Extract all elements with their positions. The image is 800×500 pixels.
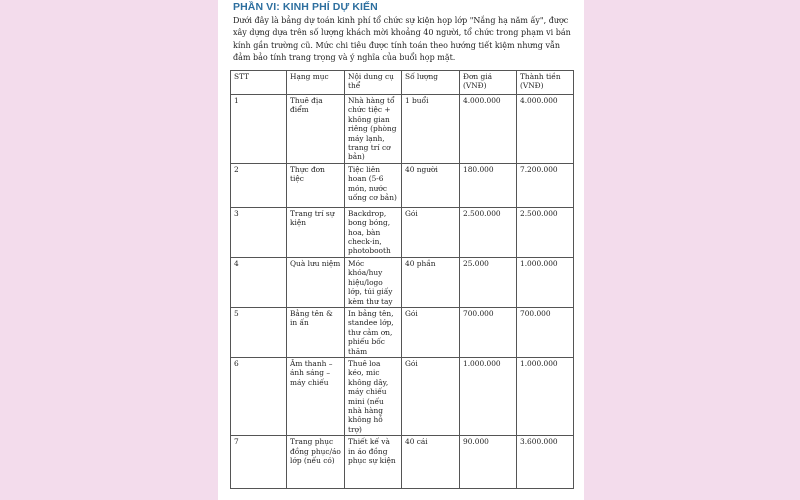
cell-details: Thuê loa kéo, mic không dây, máy chiếu mini (nếu nhà hàng không hỗ trợ) [345,357,402,435]
cell-details: Thiết kế và in áo đồng phục sự kiện [345,436,402,489]
cell-quantity: Gói [402,307,460,357]
cell-category: Quà lưu niệm [287,257,345,307]
table-row [231,163,574,207]
cell-unit-price: 180.000 [460,163,517,207]
cell-details: Backdrop, bong bóng, hoa, bàn check-in, photobooth [345,207,402,257]
cell-stt: 2 [231,163,287,207]
cell-stt: 6 [231,357,287,435]
cell-quantity: 40 cái [402,436,460,489]
cell-total: 2.500.000 [517,207,574,257]
cell-unit-price: 4.000.000 [460,95,517,164]
cell-category: Thực đơn tiệc [287,163,345,207]
cell-total: 1.000.000 [517,357,574,435]
cell-quantity: Gói [402,357,460,435]
cell-stt: 7 [231,436,287,489]
cell-category: Âm thanh – ánh sáng – máy chiếu [287,357,345,435]
cell-details: Nhà hàng tổ chức tiệc + không gian riêng (phòng máy lạnh, trang trí cơ bản) [345,95,402,164]
table-row [231,95,574,164]
cell-stt: 5 [231,307,287,357]
header-total: Thành tiền (VNĐ) [517,71,574,95]
cell-category: Trang phục đồng phục/áo lớp (nếu có) [287,436,345,489]
header-unit-price: Đơn giá (VNĐ) [460,71,517,95]
table-row [231,436,574,489]
cell-category: Thuê địa điểm [287,95,345,164]
intro-paragraph: Dưới đây là bảng dự toán kinh phí tổ chức sự kiện họp lớp "Nắng hạ năm ấy", được xây dựng dựa trên số lượng khách mời khoảng 40 người, tổ chức trong phạm vi bán kính gần trường cũ. Mức chi tiêu được tính toán theo hướng tiết kiệm nhưng vẫn đảm bảo tính trang trọng và ý nghĩa của buổi họp mặt. [233,16,571,62]
cell-details: Tiệc liên hoan (5-6 món, nước uống cơ bản) [345,163,402,207]
cell-quantity: Gói [402,207,460,257]
table-row [231,357,574,435]
cell-stt: 3 [231,207,287,257]
cell-stt: 1 [231,95,287,164]
cell-category: Bảng tên & in ấn [287,307,345,357]
cell-unit-price: 25.000 [460,257,517,307]
cell-unit-price: 90.000 [460,436,517,489]
header-quantity: Số lượng [402,71,460,95]
header-category: Hạng mục [287,71,345,95]
section-heading: PHẦN VI: KINH PHÍ DỰ KIẾN [233,1,378,13]
cell-total: 3.600.000 [517,436,574,489]
cell-unit-price: 2.500.000 [460,207,517,257]
table-row [231,207,574,257]
header-details: Nội dung cụ thể [345,71,402,95]
cell-quantity: 1 buổi [402,95,460,164]
cell-details: Móc khóa/huy hiệu/logo lớp, túi giấy kèm thư tay [345,257,402,307]
cell-quantity: 40 phần [402,257,460,307]
table-header-row [231,71,574,95]
table-row [231,257,574,307]
cell-details: In bảng tên, standee lớp, thư cảm ơn, phiếu bốc thăm [345,307,402,357]
table-row [231,307,574,357]
cell-total: 4.000.000 [517,95,574,164]
header-stt: STT [231,71,287,95]
cell-stt: 4 [231,257,287,307]
cell-category: Trang trí sự kiện [287,207,345,257]
cell-unit-price: 1.000.000 [460,357,517,435]
cell-quantity: 40 người [402,163,460,207]
cell-total: 1.000.000 [517,257,574,307]
cell-total: 7.200.000 [517,163,574,207]
cell-total: 700.000 [517,307,574,357]
document-page [218,0,584,500]
budget-table [230,70,574,489]
cell-unit-price: 700.000 [460,307,517,357]
